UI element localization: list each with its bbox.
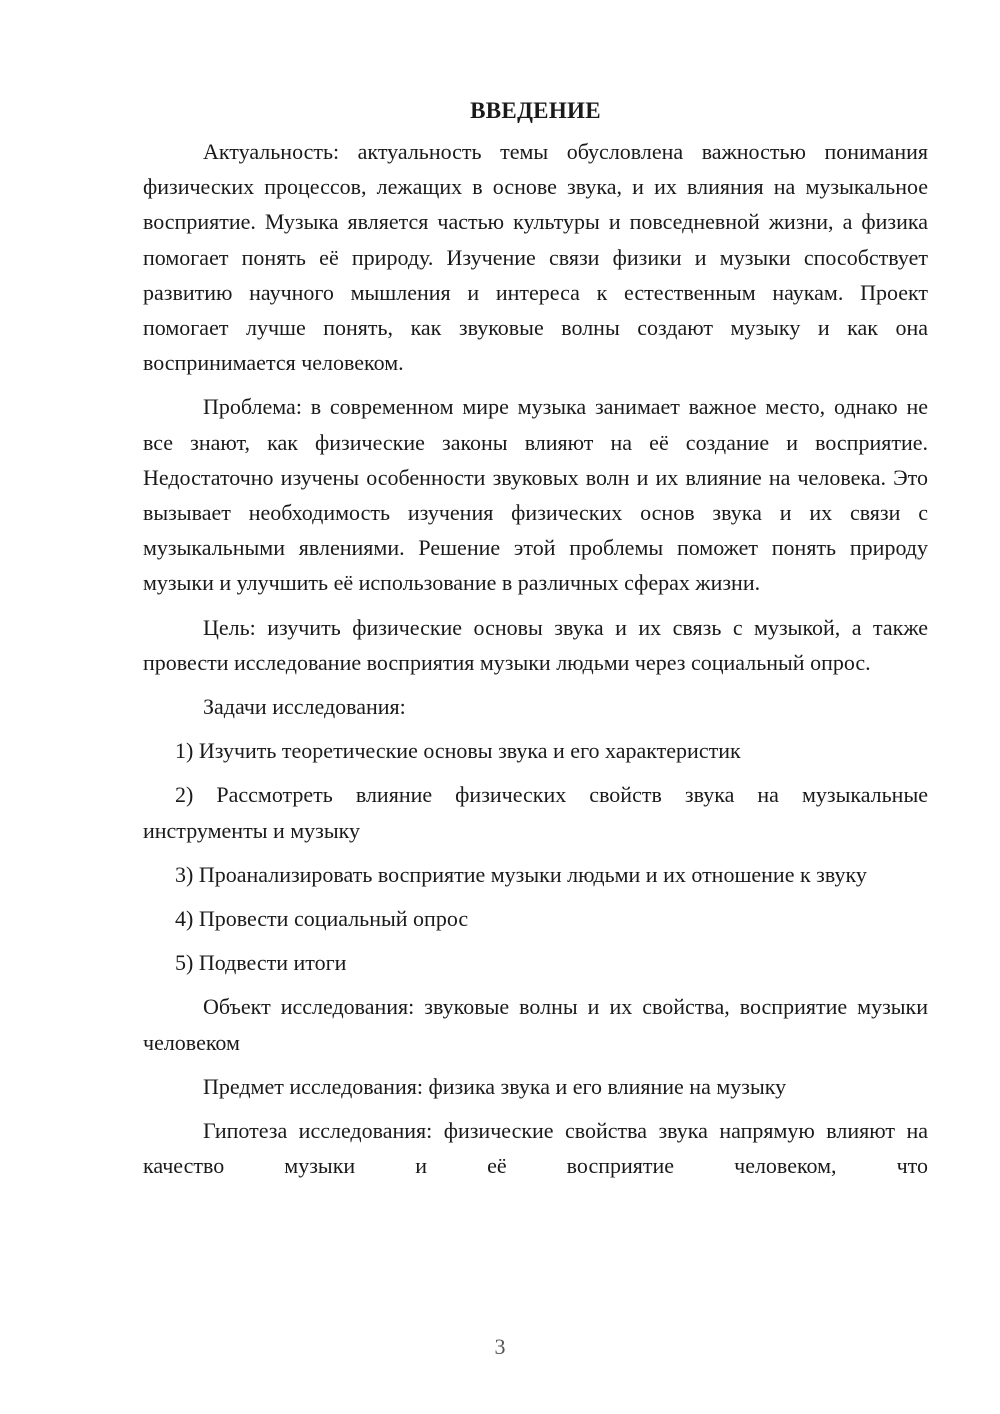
paragraph-relevance: Актуальность: актуальность темы обусловлена важностью понимания физических процессов, лежащих в основе звука, и их влияния на музыкальное восприятие. Музыка является частью культуры и повседневной жизни, а физика помогает понять её природу. Изучение связи физики и музыки способствует развитию научного мышления и интереса к естественным наукам. Проект помогает лучше понять, как звуковые волны создают музыку и как она воспринимается человеком. (143, 139, 928, 376)
list-item: 2) Рассмотреть влияние физических свойств звука на музыкальные инструменты и музыку (143, 782, 928, 843)
list-item: 3) Проанализировать восприятие музыки людьми и их отношение к звуку (175, 861, 867, 887)
list-item: 1) Изучить теоретические основы звука и его характеристик (175, 738, 741, 764)
paragraph-object: Объект исследования: звуковые волны и их свойства, восприятие музыки человеком (143, 994, 928, 1055)
paragraph-problem: Проблема: в современном мире музыка занимает важное место, однако не все знают, как физические законы влияют на её создание и восприятие. Недостаточно изучены особенности звуковых волн и их влияние на человека. Это вызывает необходимость изучения физических основ звука и их связи с музыкальными явлениями. Решение этой проблемы поможет понять природу музыки и улучшить её использование в различных сферах жизни. (143, 394, 928, 596)
tasks-list (143, 733, 928, 980)
section-heading: ВВЕДЕНИЕ (470, 98, 601, 123)
paragraph-hypothesis: Гипотеза исследования: физические свойства звука напрямую влияют на качество музыки и её восприятие человеком, что (143, 1118, 928, 1179)
list-item: 4) Провести социальный опрос (175, 906, 469, 932)
paragraph-subject: Предмет исследования: физика звука и его влияние на музыку (203, 1073, 787, 1099)
document-page (143, 96, 928, 1192)
paragraph-tasks-intro: Задачи исследования: (203, 694, 406, 720)
paragraph-goal: Цель: изучить физические основы звука и их связь с музыкой, а также провести исследование восприятия музыки людьми через социальный опрос. (143, 614, 928, 675)
list-item: 5) Подвести итоги (175, 950, 347, 976)
page-number: 3 (494, 1334, 506, 1359)
